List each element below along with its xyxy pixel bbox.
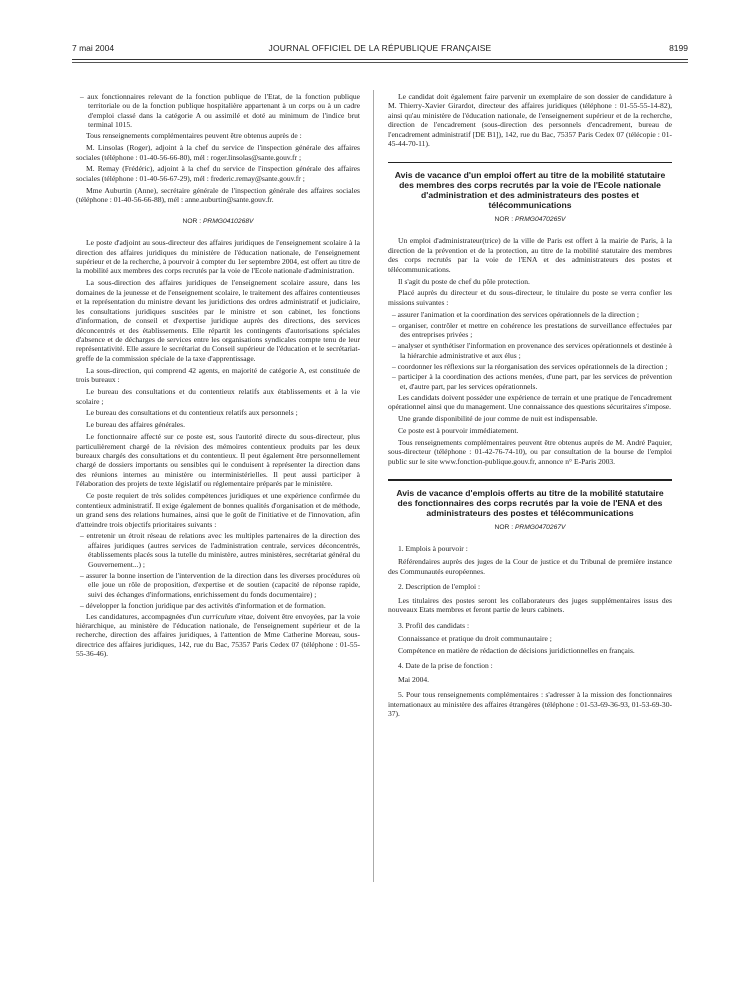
paragraph: Compétence en matière de rédaction de décisions juridictionnelles en français. <box>398 645 635 655</box>
contact-paragraph: M. Remay (Frédéric), adjoint à la chef du service de l'inspection générale des affaires sociales (téléphone : 01-40-56-67-29), mél : frederic.remay@sante.gouv.fr ; <box>76 164 360 183</box>
paragraph: Mai 2004. <box>398 674 430 684</box>
paragraph: Le candidat doit également faire parvenir un exemplaire de son dossier de candidature à M. Thierry-Xavier Girardot, directeur des affaires juridiques (téléphone : 01-55-55-14-82), ainsi qu'au ministère de l'éducation nationale, de l'enseignement supérieur et de la recherche, direction de l'encadrement (sous-direction des personnels d'encadrement, bureau de l'encadrement administratif [DE B1]), 142, rue du Bac, 75357 Paris Cedex 07 (télécopie : 01-45-44-70-11). <box>388 92 672 149</box>
paragraph: La sous-direction, qui comprend 42 agents, en majorité de catégorie A, est constituée de trois bureaux : <box>76 365 360 385</box>
paragraph: Le bureau des affaires générales. <box>86 420 185 430</box>
nor-reference <box>388 523 672 532</box>
list-item: – assurer la bonne insertion de l'intervention de la direction dans les diverses procédures où elle joue un rôle de proposition, d'expertise et de soutien (capacité de réponse rapide, suivi des échanges d'informations, enrichissement du fonds documentaire) ; <box>80 570 360 599</box>
italic-term: curriculum vitae, <box>202 611 255 621</box>
list-item: – assurer l'animation et la coordination des services opérationnels de la direction ; <box>392 309 639 319</box>
section-number: 4. Date de la prise de fonction : <box>398 661 493 671</box>
text-run: Les candidatures, accompagnées d'un <box>86 611 201 621</box>
section-rule <box>388 479 672 481</box>
nor-code: PRMG0410268V <box>202 217 254 225</box>
notice-heading: Avis de vacance d'emplois offerts au titre de la mobilité statutaire des fonctionnaires des corps recrutés par la voie de l'ENA et des administrateurs des postes et télécommunications <box>396 487 664 518</box>
nor-code: PRMG0470265V <box>514 215 566 223</box>
issue-date: 7 mai 2004 <box>72 43 115 53</box>
list-item: – entretenir un étroit réseau de relations avec les multiples partenaires de la direction des affaires juridiques (autres services de l'administration centrale, services déconcentrés, établissements placés sous la tutelle du ministère, autres ministères, secrétariat général du Gouvernement...) ; <box>80 531 360 569</box>
page-number: 8199 <box>669 43 688 53</box>
section-rule <box>388 162 672 164</box>
paragraph: Tous renseignements complémentaires peuvent être obtenus auprès de : <box>86 131 302 141</box>
list-item: – organiser, contrôler et mettre en cohérence les prestations de surveillance effectuées par des entreprises privées ; <box>392 320 672 340</box>
journal-title: JOURNAL OFFICIEL DE LA RÉPUBLIQUE FRANÇAISE <box>268 43 492 53</box>
page-header <box>72 43 688 57</box>
paragraph: La sous-direction des affaires juridiques de l'enseignement scolaire assure, dans les domaines de la jeunesse et de l'enseignement scolaire, le traitement des affaires contentieuses et la représentation du ministre devant les juridictions des ordres administratif et judiciaire, les consultations juridiques suscitées par le ministre et son cabinet, les fonctions d'information, de conseil et d'expertise juridique auprès des directions, des services déconcentrés et des établissements. Elle répartit les contingents d'autorisations spéciales d'absence et de décharges de services entre les organisations syndicales compte tenu de leur représentativité. Elle assure le secrétariat du Conseil supérieur de l'éducation et le secrétariat-greffe de la commission spéciale de la taxe d'apprentissage. <box>76 278 360 363</box>
paragraph: Le fonctionnaire affecté sur ce poste est, sous l'autorité directe du sous-directeur, plus particulièrement chargé de la révision des mémoires contentieux produits par les deux bureaux chargés des consultations et du contentieux. Il peut également être personnellement chargé de dossiers importants ou sensibles qui le conduisent à représenter la direction dans des réunions internes au ministère ou interministérielles. Il peut aussi participer à l'élaboration des projets de texte législatif ou réglementaire préparés par le ministère. <box>76 432 360 489</box>
header-rule <box>72 59 688 60</box>
paragraph: Une grande disponibilité de jour comme de nuit est indispensable. <box>398 414 598 424</box>
paragraph: Ce poste est à pourvoir immédiatement. <box>398 426 519 435</box>
paragraph: Les candidats doivent posséder une expérience de terrain et une pratique de l'encadrement opérationnel ainsi que du management. Une connaissance des questions sécuritaires s'impose. <box>388 392 672 412</box>
paragraph: Les titulaires des postes seront les collaborateurs des juges supplémentaires issus des nouveaux Etats membres et feront partie de leurs cabinets. <box>388 595 672 615</box>
paragraph: Ce poste requiert de très solides compétences juridiques et une expérience confirmée du contentieux administratif. Il exige également de bonnes qualités d'organisation et de méthode, un grand sens des relations humaines, ainsi que le goût de l'initiative et de l'innovation, afin d'atteindre trois objectifs prioritaires suivants : <box>76 491 360 529</box>
paragraph: Le bureau des consultations et du contentieux relatifs aux établissements et à la vie scolaire ; <box>76 387 360 406</box>
contact-paragraph: Mme Auburtin (Anne), secrétaire générale de l'inspection générale des affaires sociales (téléphone : 01-40-56-66-88), mél : anne.auburtin@sante.gouv.fr. <box>76 185 360 205</box>
nor-reference <box>388 215 672 224</box>
paragraph: Connaissance et pratique du droit communautaire ; <box>398 634 552 644</box>
text-run: doivent être envoyées, par la voie hiérarchique, au ministère de l'éducation nationale, de l'enseignement supérieur et de la recherche, direction des affaires juridiques, à l'attention de Mme Catherine Moreau, sous-directrice des affaires juridiques, 142, rue du Bac, 75357 Paris Cedex 07 (téléphone : 01-55-55-36-46). <box>76 611 360 659</box>
nor-reference <box>76 217 360 226</box>
header-rule-thin <box>72 62 688 63</box>
section-paragraph: 5. Pour tous renseignements complémentaires : s'adresser à la mission des fonctionnaires internationaux au ministère des affaires étrangères (téléphone : 01-53-69-36-93, 01-53-69-30-37). <box>388 690 672 719</box>
section-number: 2. Description de l'emploi : <box>398 582 481 592</box>
contact-paragraph: M. Linsolas (Roger), adjoint à la chef du service de l'inspection générale des affaires sociales (téléphone : 01-40-56-66-80), mél : roger.linsolas@sante.gouv.fr ; <box>76 143 360 162</box>
list-item: – participer à la coordination des actions menées, d'une part, par les services de prévention et, d'autre part, par les services opérationnels. <box>392 372 672 391</box>
paragraph: Référendaires auprès des juges de la Cour de justice et du Tribunal de première instance des Communautés européennes. <box>388 557 672 576</box>
section-number: 3. Profil des candidats : <box>398 620 470 630</box>
paragraph: Un emploi d'administrateur(trice) de la ville de Paris est offert à la mairie de Paris, à la direction de la prévention et de la protection, au titre de la mobilité statutaire des membres des corps recrutés par la voie de l'ENA et des administrateurs des postes et télécommunications. <box>388 236 672 274</box>
list-item: – développer la fonction juridique par des activités d'information et de formation. <box>80 600 326 610</box>
list-item: – aux fonctionnaires relevant de la fonction publique de l'Etat, de la fonction publique territoriale ou de la fonction publique hospitalière appartenant à un corps ou à un cadre d'emploi classé dans la catégorie A ou assimilé et doté au minimum de l'indice brut terminal 1015. <box>80 92 360 130</box>
right-column <box>388 92 672 972</box>
paragraph: Tous renseignements complémentaires peuvent être obtenus auprès de M. André Paquier, sous-directeur (téléphone : 01-42-76-74-10), ou par consultation de la bourse de l'emploi public sur le site www.fonction-publique.gouv.fr, annonce n° E-Paris 2003. <box>388 437 672 466</box>
list-item: – analyser et synthétiser l'information en provenance des services opérationnels et destinée à la hiérarchie administrative et aux élus ; <box>392 341 672 360</box>
notice-heading: Avis de vacance d'un emploi offert au titre de la mobilité statutaire des membres des corps recrutés par la voie de l'Ecole nationale d'administration et des administrateurs des postes et télécommunications <box>394 170 666 211</box>
paragraph: Il s'agit du poste de chef du pôle protection. <box>398 276 530 286</box>
paragraph-candidatures <box>76 612 360 659</box>
paragraph: Placé auprès du directeur et du sous-directeur, le titulaire du poste se verra confier les missions suivantes : <box>388 288 672 307</box>
nor-label: NOR : <box>182 217 202 225</box>
nor-code: PRMG0470267V <box>514 523 566 531</box>
list-item: – coordonner les réflexions sur la réorganisation des services opérationnels de la direction ; <box>392 361 668 371</box>
column-separator <box>373 90 374 882</box>
paragraph: Le bureau des consultations et du contentieux relatifs aux personnels ; <box>86 408 298 418</box>
nor-label: NOR : <box>494 215 514 223</box>
paragraph: Le poste d'adjoint au sous-directeur des affaires juridiques de l'enseignement scolaire à la direction des affaires juridiques du ministère de l'éducation nationale, de l'enseignement supérieur et de la recherche, à pourvoir à compter du 1er septembre 2004, est offert au titre de la mobilité aux membres des corps recrutés par la voie de l'Ecole nationale d'administration. <box>76 238 360 276</box>
nor-label: NOR : <box>494 523 514 531</box>
section-number: 1. Emplois à pourvoir : <box>398 543 468 553</box>
left-column <box>76 92 360 972</box>
